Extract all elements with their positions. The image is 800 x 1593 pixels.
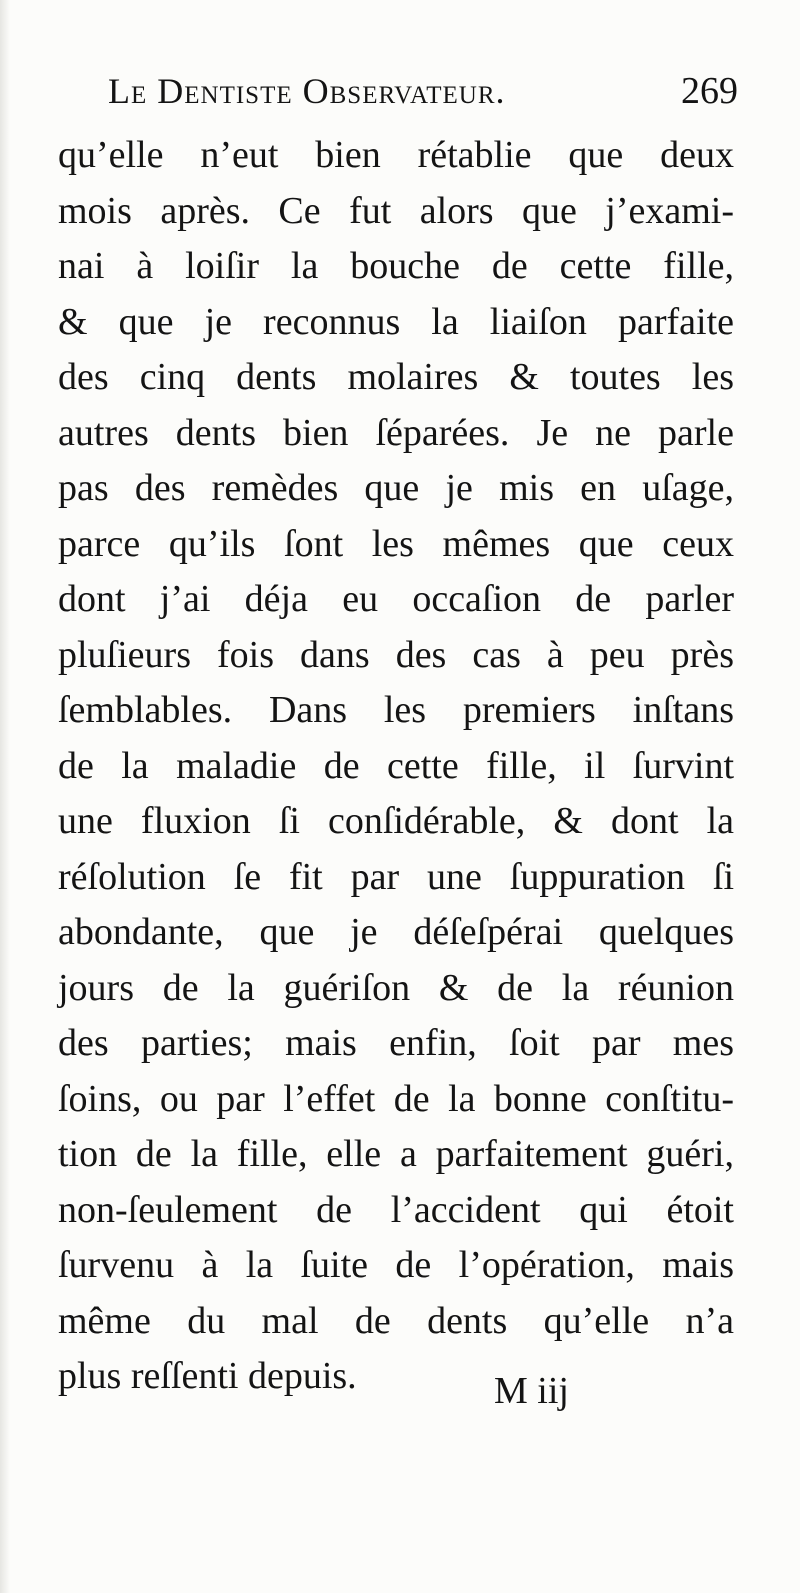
- text-line: dont j’ai déja eu occaſion de parler: [58, 578, 734, 620]
- text-line: tion de la fille, elle a parfaitement guéri,: [58, 1133, 734, 1175]
- page-edge-shadow: [0, 0, 10, 1593]
- text-line: nai à loiſir la bouche de cette fille,: [58, 245, 734, 287]
- text-line: qu’elle n’eut bien rétablie que deux: [58, 134, 734, 176]
- text-line: même du mal de dents qu’elle n’a: [58, 1299, 734, 1342]
- text-line: jours de la guériſon & de la réunion: [58, 966, 734, 1009]
- signature-mark: M iij: [494, 1370, 569, 1412]
- text-line: réſolution ſe fit par une ſuppuration ſi: [58, 855, 734, 898]
- text-line: mois après. Ce fut alors que j’exami-: [58, 189, 734, 232]
- text-line: plus reſſenti depuis.: [58, 1355, 357, 1397]
- text-line: une fluxion ſi conſidérable, & dont la: [58, 800, 734, 842]
- page-number: 269: [681, 70, 738, 112]
- text-line: ſoins, ou par l’effet de la bonne conſtitu-: [58, 1077, 734, 1120]
- text-line: abondante, que je déſeſpérai quelques: [58, 911, 734, 953]
- text-line: ſemblables. Dans les premiers inſtans: [58, 689, 734, 731]
- page-header: [108, 66, 738, 116]
- text-line: parce qu’ils ſont les mêmes que ceux: [58, 522, 734, 565]
- text-line: autres dents bien ſéparées. Je ne parle: [58, 411, 734, 454]
- body-text: [58, 128, 734, 1405]
- text-line: de la maladie de cette fille, il ſurvint: [58, 744, 734, 787]
- text-line: ſurvenu à la ſuite de l’opération, mais: [58, 1244, 734, 1286]
- text-line: des parties; mais enfin, ſoit par mes: [58, 1022, 734, 1064]
- text-line: des cinq dents molaires & toutes les: [58, 356, 734, 398]
- text-line: pluſieurs fois dans des cas à peu près: [58, 633, 734, 676]
- text-line: pas des remèdes que je mis en uſage,: [58, 467, 734, 509]
- running-title: Le Dentiste Observateur.: [108, 71, 506, 111]
- text-line: non-ſeulement de l’accident qui étoit: [58, 1188, 734, 1231]
- text-line: & que je reconnus la liaiſon parfaite: [58, 300, 734, 343]
